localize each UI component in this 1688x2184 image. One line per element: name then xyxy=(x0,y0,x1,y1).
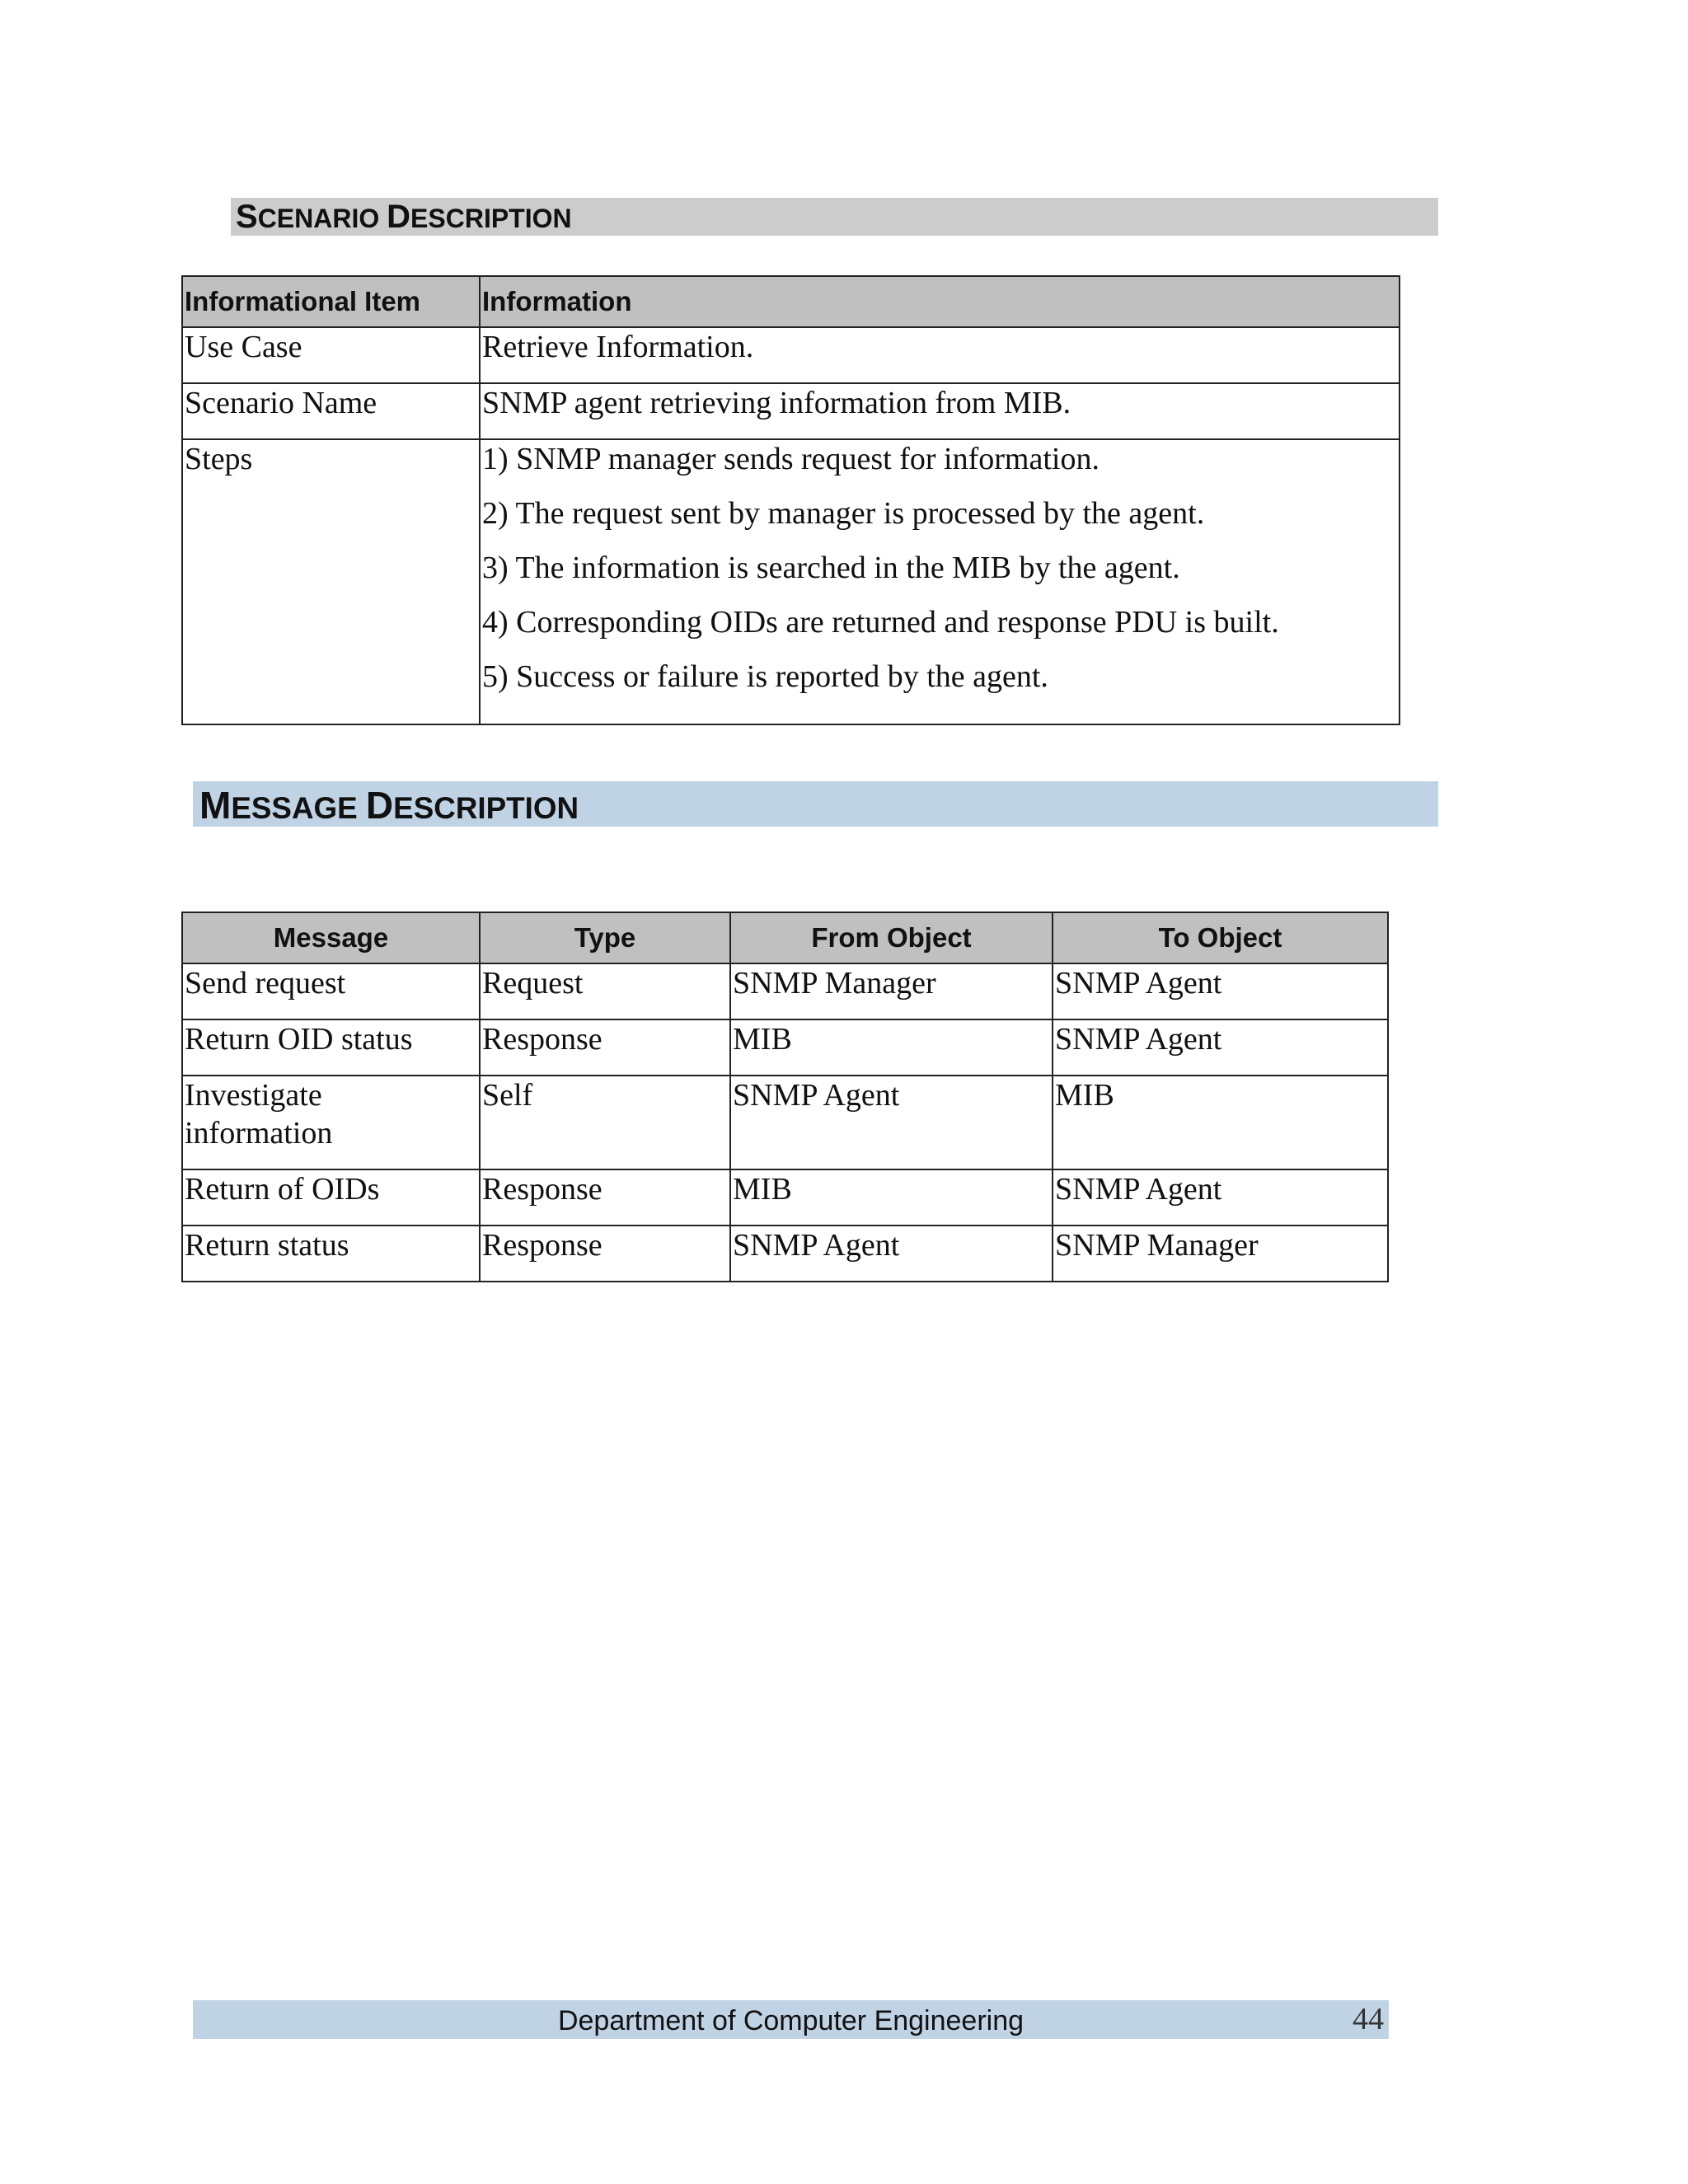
type-cell: Response xyxy=(480,1019,730,1076)
column-header-from-object: From Object xyxy=(730,912,1053,963)
table-row xyxy=(182,1226,1388,1282)
from-object-cell: SNMP Agent xyxy=(730,1076,1053,1169)
page-footer xyxy=(193,2000,1389,2039)
type-cell: Response xyxy=(480,1226,730,1282)
message-cell: Investigate information xyxy=(182,1076,480,1169)
to-object-cell: SNMP Manager xyxy=(1053,1226,1388,1282)
step-item: 2) The request sent by manager is processed by the agent. xyxy=(482,496,1205,531)
table-row xyxy=(182,963,1388,1019)
step-item: 1) SNMP manager sends request for information. xyxy=(482,442,1100,476)
to-object-cell: SNMP Agent xyxy=(1053,1019,1388,1076)
column-header-to-object: To Object xyxy=(1053,912,1388,963)
use-case-label: Use Case xyxy=(182,327,480,383)
message-description-heading xyxy=(193,781,1438,827)
message-cell: Send request xyxy=(182,963,480,1019)
heading-text: CENARIO xyxy=(257,204,387,233)
heading-initial: D xyxy=(365,784,394,827)
scenario-name-value: SNMP agent retrieving information from MIB. xyxy=(480,383,1400,439)
type-cell: Request xyxy=(480,963,730,1019)
column-header-message: Message xyxy=(182,912,480,963)
table-row xyxy=(182,1076,1388,1169)
to-object-cell: MIB xyxy=(1053,1076,1388,1169)
type-cell: Response xyxy=(480,1169,730,1226)
from-object-cell: MIB xyxy=(730,1019,1053,1076)
table-row xyxy=(182,327,1400,383)
from-object-cell: SNMP Manager xyxy=(730,963,1053,1019)
scenario-description-heading xyxy=(231,198,1438,236)
type-cell: Self xyxy=(480,1076,730,1169)
table-row xyxy=(182,383,1400,439)
table-header-row xyxy=(182,912,1388,963)
heading-initial: D xyxy=(387,199,411,235)
heading-text: ESSAGE xyxy=(231,791,366,825)
step-item: 4) Corresponding OIDs are returned and response PDU is built. xyxy=(482,605,1279,640)
heading-text: ESCRIPTION xyxy=(410,204,572,233)
column-header-type: Type xyxy=(480,912,730,963)
table-row xyxy=(182,1169,1388,1226)
heading-text: ESCRIPTION xyxy=(393,791,579,825)
to-object-cell: SNMP Agent xyxy=(1053,1169,1388,1226)
footer-department: Department of Computer Engineering xyxy=(557,2005,1025,2036)
to-object-cell: SNMP Agent xyxy=(1053,963,1388,1019)
page-number: 44 xyxy=(1353,2002,1384,2036)
message-cell: Return OID status xyxy=(182,1019,480,1076)
step-item: 5) Success or failure is reported by the agent. xyxy=(482,659,1048,694)
step-item: 3) The information is searched in the MIB by the agent. xyxy=(482,551,1180,585)
from-object-cell: SNMP Agent xyxy=(730,1226,1053,1282)
steps-label: Steps xyxy=(182,439,480,724)
use-case-value: Retrieve Information. xyxy=(480,327,1400,383)
table-row xyxy=(182,1019,1388,1076)
table-row xyxy=(182,439,1400,724)
table-header-row xyxy=(182,276,1400,327)
steps-list xyxy=(480,439,1400,724)
from-object-cell: MIB xyxy=(730,1169,1053,1226)
heading-initial: S xyxy=(236,199,258,235)
message-cell: Return status xyxy=(182,1226,480,1282)
message-cell: Return of OIDs xyxy=(182,1169,480,1226)
scenario-table xyxy=(181,275,1400,725)
heading-initial: M xyxy=(199,784,232,827)
column-header-information: Information xyxy=(480,276,1400,327)
scenario-name-label: Scenario Name xyxy=(182,383,480,439)
message-table xyxy=(181,912,1389,1282)
column-header-informational-item: Informational Item xyxy=(182,276,480,327)
